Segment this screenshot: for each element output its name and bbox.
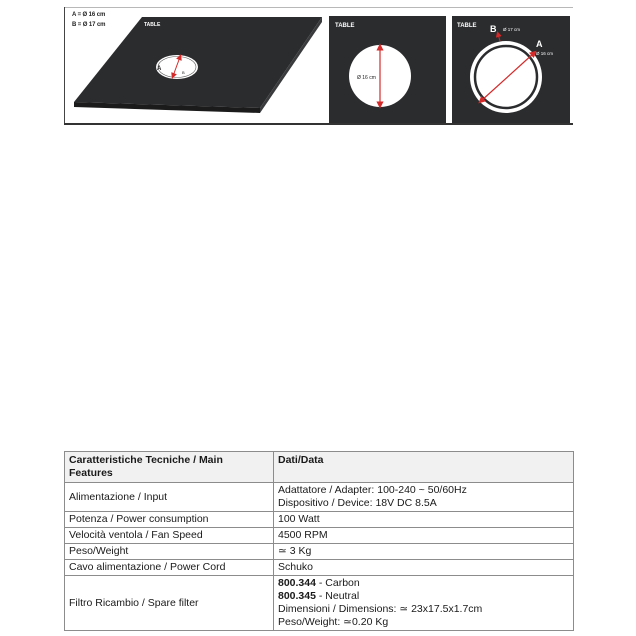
table-row-power-cord xyxy=(65,560,574,576)
filter-carbon-name: - Carbon xyxy=(315,577,360,589)
filter-neutral xyxy=(278,590,569,603)
specifications-table xyxy=(64,451,574,631)
table-row-spare-filter xyxy=(65,576,574,631)
panel-top-view-ring xyxy=(452,16,570,123)
panel1-marker-b: B xyxy=(182,70,185,75)
table-row-input xyxy=(65,483,574,512)
panel-perspective-table xyxy=(74,17,322,113)
filter-weight: Peso/Weight: ≃0.20 Kg xyxy=(278,616,389,628)
table-row-weight xyxy=(65,544,574,560)
header-data: Dati/Data xyxy=(274,452,574,483)
filter-neutral-code: 800.345 xyxy=(278,590,316,602)
row-fan-label: Velocità ventola / Fan Speed xyxy=(65,528,274,544)
panel-top-view-hole xyxy=(329,16,446,123)
row-input-label: Alimentazione / Input xyxy=(65,483,274,512)
panel1-table-label: TABLE xyxy=(144,22,161,28)
row-cord-label: Cavo alimentazione / Power Cord xyxy=(65,560,274,576)
row-power-value: 100 Watt xyxy=(274,512,574,528)
diagram-graphics xyxy=(64,7,573,125)
filter-carbon-code: 800.344 xyxy=(278,577,316,589)
legend-a: A = Ø 16 cm xyxy=(72,12,106,18)
panel3-marker-a: A xyxy=(536,39,543,49)
row-fan-value: 4500 RPM xyxy=(274,528,574,544)
row-weight-value: ≃ 3 Kg xyxy=(274,544,574,560)
input-device: Dispositivo / Device: 18V DC 8.5A xyxy=(278,497,437,509)
panel2-table-label: TABLE xyxy=(335,23,355,29)
panel3-diameter-a: Ø 16 cm xyxy=(536,51,554,56)
panel1-marker-a: A xyxy=(157,66,162,72)
row-cord-value: Schuko xyxy=(274,560,574,576)
row-filter-label: Filtro Ricambio / Spare filter xyxy=(65,576,274,631)
row-input-value xyxy=(274,483,574,512)
row-weight-label: Peso/Weight xyxy=(65,544,274,560)
input-adapter: Adattatore / Adapter: 100-240 ~ 50/60Hz xyxy=(278,484,467,496)
panel3-diameter-b: Ø 17 cm xyxy=(503,27,521,32)
panel2-diameter: Ø 16 cm xyxy=(357,75,376,81)
filter-neutral-name: - Neutral xyxy=(315,590,360,602)
row-filter-value xyxy=(274,576,574,631)
table-row-fan-speed xyxy=(65,528,574,544)
table-hole xyxy=(156,55,198,79)
header-features: Caratteristiche Tecniche / Main Features xyxy=(65,452,274,483)
filter-carbon xyxy=(278,577,569,590)
row-power-label: Potenza / Power consumption xyxy=(65,512,274,528)
legend-b: B = Ø 17 cm xyxy=(72,22,106,28)
panel3-marker-b: B xyxy=(490,24,497,34)
table-top-surface xyxy=(74,17,322,108)
installation-diagram xyxy=(64,7,573,125)
filter-dimensions: Dimensioni / Dimensions: ≃ 23x17.5x1.7cm xyxy=(278,603,483,615)
table-row-power xyxy=(65,512,574,528)
table-header-row xyxy=(65,452,574,483)
panel3-table-label: TABLE xyxy=(457,23,477,29)
